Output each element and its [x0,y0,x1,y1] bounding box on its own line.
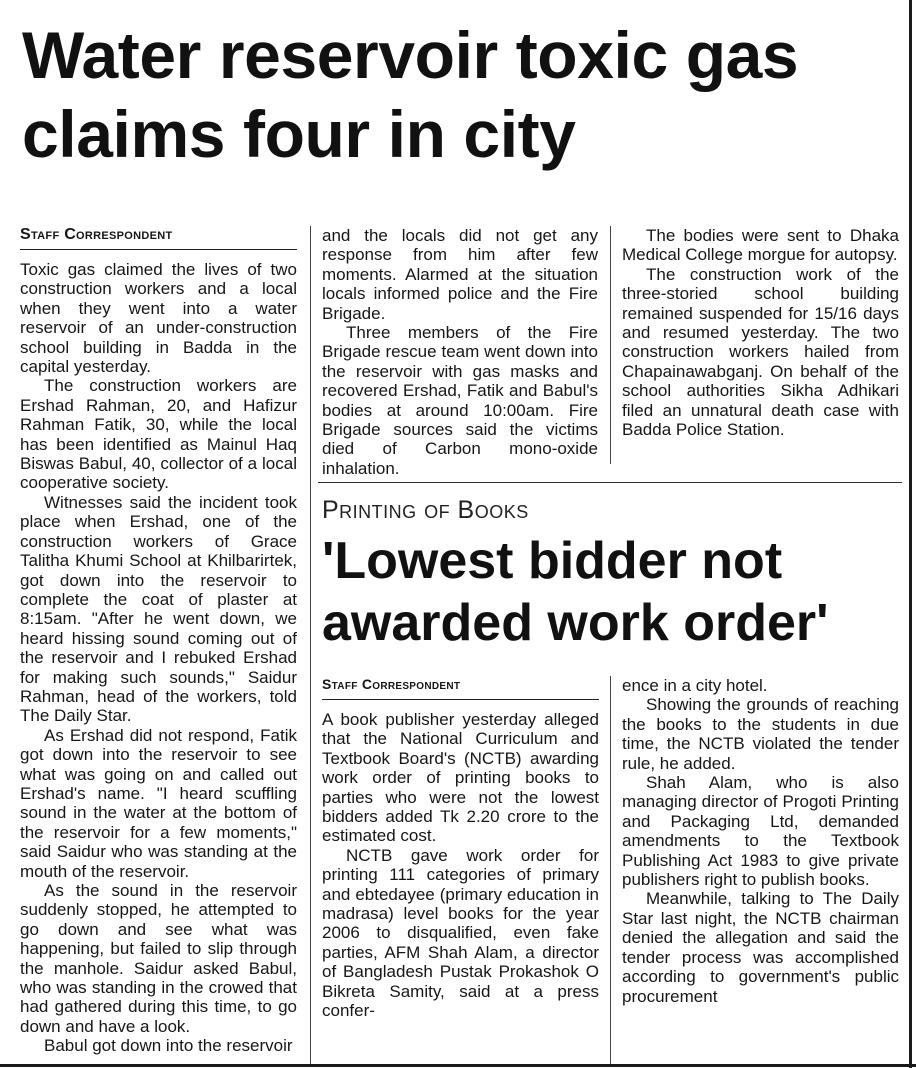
article1-paragraph: Toxic gas claimed the lives of two construction workers and a local when they went into a water reservoir of an under-construction school building in Badda in the capital yesterday. [20,260,297,377]
article1-column-2 [322,226,598,478]
article1-paragraph: The construction work of the three-storied school building remained suspended for 15/16 days and resumed yesterday. The two construction workers hailed from Chapainawabganj. On behalf of the school authorities Sikha Adhikari filed an unnatural death case with Badda Police Station. [622,264,899,440]
article1-paragraph: Witnesses said the incident took place when Ershad, one of the construction workers of Grace Talitha Khumi School at Khilbarirtek, got down into the reservoir to complete the coat of plaster at 8:15am. "After he went down, we heard hissing sound coming out of the reservoir and I rebuked Ershad for making such sounds," Saidur Rahman, head of the workers, told The Daily Star. [20,492,297,726]
article1-paragraph: The bodies were sent to Dhaka Medical College morgue for autopsy. [622,226,899,265]
column-rule [610,676,611,1064]
article2-kicker: Printing of Books [322,496,529,524]
article2-paragraph: Shah Alam, who is also managing director of Progoti Printing and Packaging Ltd, demanded amendments to the Textbook Publishing Act 1983 to give private publishers right to publish books. [622,773,899,890]
column-rule [610,226,611,464]
article2-paragraph: ence in a city hotel. [622,676,768,695]
article2-paragraph: NCTB gave work order for printing 111 categories of primary and ebtedayee (primary education in madrasa) level books for the year 2006 to disqualified, even fake parties, AFM Shah Alam, a director of Bangladesh Pustak Prokashok O Bikreta Samity, said at a press confer- [322,845,599,1021]
column-rule [310,226,311,1064]
article2-byline: Staff Correspondent [322,676,599,700]
article1-headline: Water reservoir toxic gas claims four in city [22,18,799,171]
article2-paragraph: Showing the grounds of reaching the books to the students in due time, the NCTB violated the tender rule, he added. [622,695,899,773]
article1-column-1 [20,226,297,1056]
article2-column-2 [622,676,899,1006]
page-frame-bottom [0,1064,916,1067]
article1-paragraph: The construction workers are Ershad Rahman, 20, and Hafizur Rahman Fatik, 30, while the local has been identified as Mainul Haq Biswas Babul, 40, collector of a local cooperative society. [20,376,297,493]
section-divider [318,482,902,483]
page-frame-right [909,0,912,1068]
article1-byline: Staff Correspondent [20,226,297,250]
article2-headline: 'Lowest bidder not awarded work order' [322,532,829,652]
article1-paragraph: Babul got down into the reservoir [44,1036,293,1056]
article2-paragraph: Meanwhile, talking to The Daily Star last night, the NCTB chairman denied the allegation and said the tender process was accomplished according to government's public procurement [622,889,899,1006]
article1-paragraph: and the locals did not get any response from him after few moments. Alarmed at the situation locals informed police and the Fire Brigade. [322,226,598,323]
article1-paragraph: As the sound in the reservoir suddenly stopped, he attempted to go down and see what was happening, but failed to slip through the manhole. Saidur asked Babul, who was standing in the crowed that had gathered during this time, to go down and have a look. [20,881,297,1036]
article2-paragraph: A book publisher yesterday alleged that the National Curriculum and Textbook Board's (NCTB) awarding work order of printing books to parties who were not the lowest bidders added Tk 2.20 crore to the estimated cost. [322,710,599,846]
article1-paragraph: As Ershad did not respond, Fatik got down into the reservoir to see what was going on and called out Ershad's name. "I heard scuffling sound in the water at the bottom of the reservoir for a few moments," said Saidur who was standing at the mouth of the reservoir. [20,725,297,881]
article1-column-3 [622,226,899,439]
article2-column-1 [322,676,599,1021]
article1-paragraph: Three members of the Fire Brigade rescue team went down into the reservoir with gas masks and recovered Ershad, Fatik and Babul's bodies at around 10:00am. Fire Brigade sources said the victims died of Carbon mono-oxide inhalation. [322,323,598,478]
